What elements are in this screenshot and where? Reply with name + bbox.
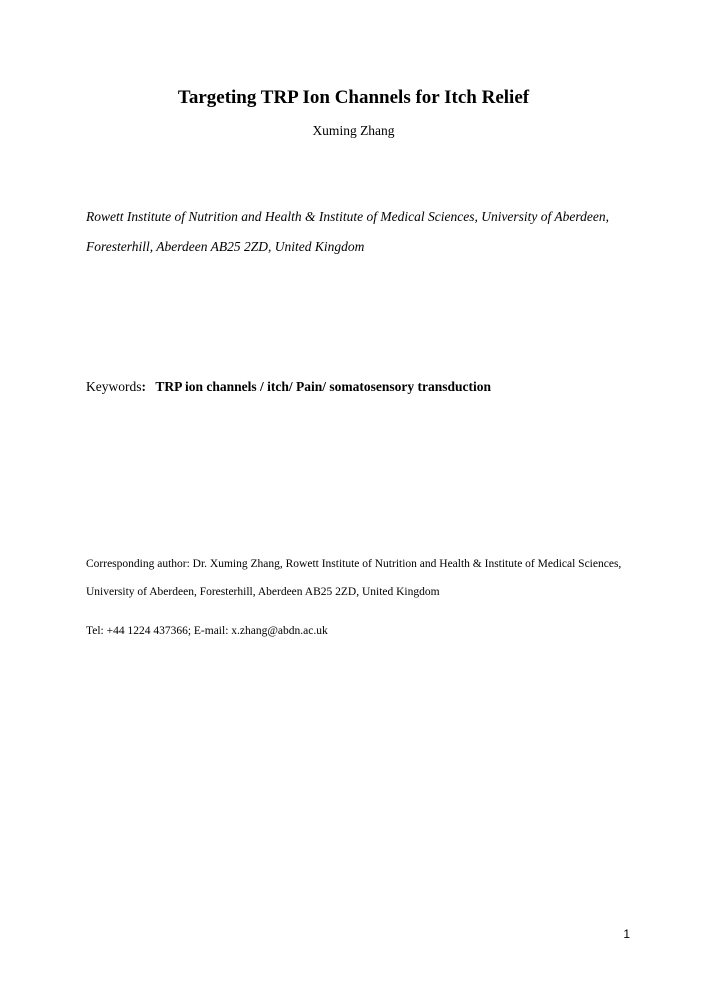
page-number: 1 [623,927,630,941]
contact-info: Tel: +44 1224 437366; E-mail: x.zhang@abdn.ac.uk [86,625,328,637]
keywords-value: TRP ion channels / itch/ Pain/ somatosensory transduction [155,379,492,394]
keywords-label: Keywords [86,379,142,394]
paper-title: Targeting TRP Ion Channels for Itch Relief [177,87,530,108]
corresponding-author: Corresponding author: Dr. Xuming Zhang, Rowett Institute of Nutrition and Health & Institute of Medical Sciences, University of Aberdeen, Foresterhill, Aberdeen AB25 2ZD, United Kingdom [86,558,622,598]
author-affiliation: Rowett Institute of Nutrition and Health & Institute of Medical Sciences, University of Aberdeen, Foresterhill, Aberdeen AB25 2ZD, United Kingdom [86,209,610,254]
keywords-line [86,378,646,396]
author-name: Xuming Zhang [312,123,395,138]
keywords-colon: : [141,379,146,394]
